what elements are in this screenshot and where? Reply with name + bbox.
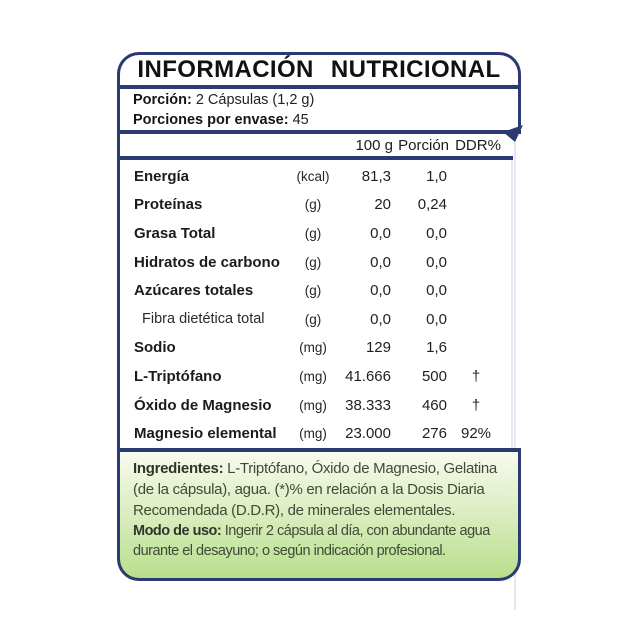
- nutrient-ddr-value: †: [471, 396, 481, 414]
- nutrient-name: Magnesio elemental: [134, 425, 277, 443]
- nutrient-per100-value: 81,3: [361, 167, 391, 185]
- nutrient-per100-value: 0,0: [370, 224, 391, 242]
- servings-per-container-value: 45: [292, 112, 309, 128]
- nutrient-portion-value: 1,0: [426, 167, 447, 185]
- nutrient-name: Fibra dietética total: [142, 311, 265, 328]
- nutrient-unit: (kcal): [296, 168, 330, 184]
- column-header-portion: Porción: [398, 136, 449, 154]
- nutrient-unit: (mg): [299, 426, 327, 442]
- nutrition-label: [117, 52, 521, 581]
- nutrient-ddr-value: 92%: [460, 425, 492, 443]
- nutrient-table: [117, 160, 513, 448]
- nutrient-unit: (mg): [299, 340, 327, 356]
- serving-section: [117, 89, 521, 134]
- ingredients-label: Ingredientes:: [133, 459, 224, 477]
- nutrient-portion-value: 460: [421, 396, 447, 414]
- nutrient-unit: (g): [304, 311, 322, 327]
- nutrient-name: Proteínas: [134, 196, 203, 214]
- nutrient-name: Sodio: [134, 339, 176, 357]
- page-title: INFORMACIÓN NUTRICIONAL: [137, 56, 501, 83]
- ingredients-paragraph: [133, 458, 505, 521]
- nutrient-unit: (g): [304, 254, 322, 270]
- serving-size-line: [133, 91, 506, 110]
- table-row: [120, 248, 511, 277]
- table-row: [120, 219, 511, 248]
- nutrient-per100-value: 20: [374, 196, 391, 214]
- column-header-100g: 100 g: [355, 136, 393, 154]
- cursor-arrow-icon: [503, 125, 523, 142]
- table-row: [120, 334, 511, 363]
- table-row: [120, 391, 511, 420]
- table-row: [120, 191, 511, 220]
- nutrient-unit: (mg): [299, 397, 327, 413]
- servings-per-container-line: [133, 111, 506, 130]
- nutrient-per100-value: 23.000: [345, 425, 391, 443]
- usage-label: Modo de uso:: [133, 522, 222, 539]
- nutrient-name: Hidratos de carbono: [134, 253, 280, 271]
- nutrient-portion-value: 500: [421, 367, 447, 385]
- nutrient-per100-value: 38.333: [345, 396, 391, 414]
- usage-text: Ingerir 2 cápsula al día, con abundante agua durante el desayuno; o según indicación profesional.: [133, 522, 490, 560]
- nutrient-ddr-value: †: [471, 367, 481, 385]
- nutrient-name: L-Triptófano: [134, 367, 222, 385]
- nutrient-portion-value: 1,6: [426, 339, 447, 357]
- label-title-box: [117, 52, 521, 89]
- nutrient-portion-value: 0,24: [417, 196, 447, 214]
- serving-size-label: Porción:: [133, 92, 192, 108]
- nutrient-unit: (mg): [299, 368, 327, 384]
- table-row: [120, 362, 511, 391]
- usage-paragraph: [133, 521, 505, 562]
- serving-size-value: 2 Cápsulas (1,2 g): [195, 92, 315, 108]
- nutrient-portion-value: 0,0: [426, 310, 447, 328]
- column-header-row: [117, 134, 513, 160]
- servings-per-container-label: Porciones por envase:: [133, 112, 289, 128]
- nutrient-per100-value: 129: [365, 339, 391, 357]
- nutrient-name: Grasa Total: [134, 224, 216, 242]
- nutrient-name: Azúcares totales: [134, 282, 254, 300]
- ingredients-text: L-Triptófano, Óxido de Magnesio, Gelatina (de la cápsula), agua. (*)% en relación a la Dosis Diaria Recomendada (D.D.R), de minerales elementales.: [133, 459, 497, 519]
- table-row: [120, 162, 511, 191]
- table-row: [120, 419, 511, 448]
- nutrient-name: Energía: [134, 167, 190, 185]
- table-row: [120, 276, 511, 305]
- nutrient-portion-value: 276: [421, 425, 447, 443]
- nutrient-per100-value: 0,0: [370, 282, 391, 300]
- nutrient-name: Óxido de Magnesio: [134, 396, 272, 414]
- nutrient-unit: (g): [304, 283, 322, 299]
- nutrient-per100-value: 0,0: [370, 310, 391, 328]
- column-header-ddr: DDR%: [455, 136, 501, 154]
- nutrient-portion-value: 0,0: [426, 282, 447, 300]
- nutrient-portion-value: 0,0: [426, 224, 447, 242]
- nutrient-per100-value: 0,0: [370, 253, 391, 271]
- nutrient-unit: (g): [304, 197, 322, 213]
- table-row: [120, 305, 511, 334]
- nutrient-portion-value: 0,0: [426, 253, 447, 271]
- nutrient-unit: (g): [304, 225, 322, 241]
- nutrient-per100-value: 41.666: [345, 367, 391, 385]
- ingredients-section: [117, 448, 521, 581]
